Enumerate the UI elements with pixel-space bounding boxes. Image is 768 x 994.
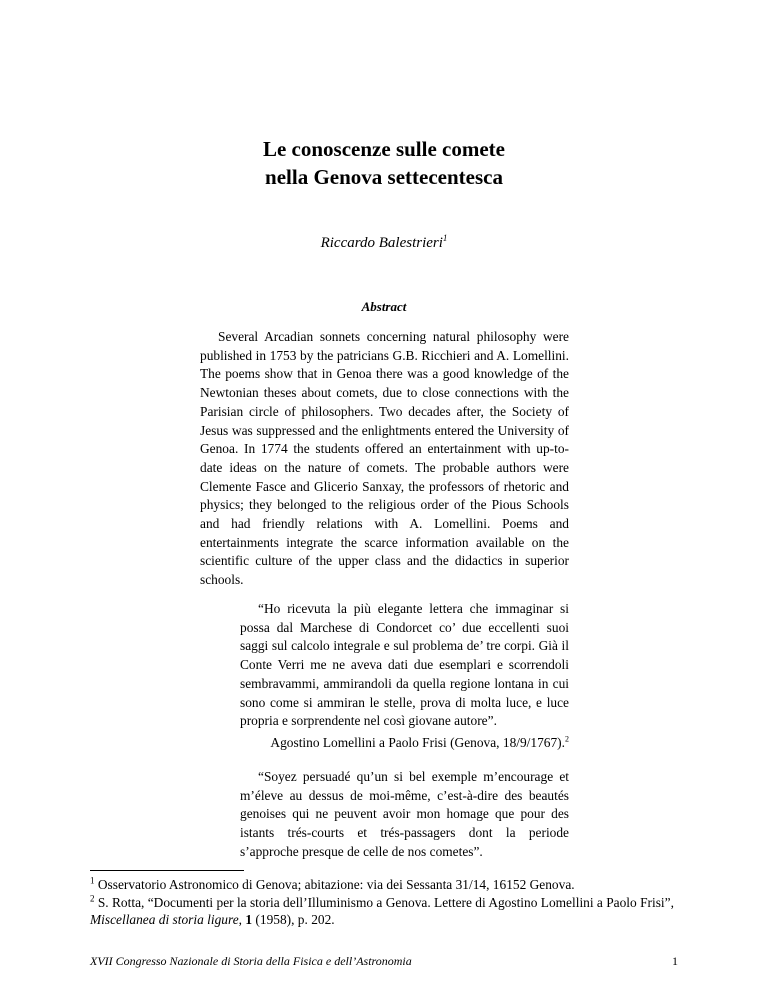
footnotes xyxy=(90,876,678,929)
paper-title-line-1: Le conoscenze sulle comete xyxy=(262,137,505,161)
page-number: 1 xyxy=(672,954,678,968)
attribution-footnote-mark: 2 xyxy=(565,734,569,744)
author-footnote-mark: 1 xyxy=(442,233,448,243)
footnote-mark: 1 xyxy=(90,875,95,886)
footnote-1 xyxy=(90,876,678,894)
paper-title-line-2: nella Genova settecentesca xyxy=(265,165,503,189)
author-line xyxy=(0,233,768,253)
paper-title xyxy=(0,135,768,191)
abstract-heading: Abstract xyxy=(361,299,407,314)
abstract-text: Several Arcadian sonnets concerning natural philosophy were published in 1753 by the patricians G.B. Ricchieri and A. Lomellini. The poems show that in Genoa there was a good knowledge of the Newtonian theses about comets, due to close connections with the Parisian circle of philosophers. Two decades after, the Society of Jesus was suppressed and the enlightments entered the University of Genoa. In 1774 the students offered an entertainment with up-to-date ideas on the nature of comets. The probable authors were Clemente Fasce and Glicerio Sanxay, the professors of rhetoric and physics; they belonged to the religious order of the Pious Schools and had friendly relations with A. Lomellini. Poems and entertainments integrate the scarce information available on the scientific culture of the upper class and the didactics in superior schools. xyxy=(200,329,569,588)
footnote-2 xyxy=(90,894,678,929)
footnote-mark: 2 xyxy=(90,893,95,904)
epigraph-quote-1: “Ho ricevuta la più elegante lettera che immaginar si possa dal Marchese di Condorcet co’ due eccellenti suoi saggi sul calcolo integrale e sul problema de’ tre corpi. Già il Conte Verri me ne aveva dati due esemplari e scorrendoli sembravammi, ammirandoli da quella regione lontana in cui sono come si ammiran le stelle, prova di molta luce, e luce propria e sorprendente nel così giovane autore”. xyxy=(240,601,569,729)
footer-conference: XVII Congresso Nazionale di Storia della Fisica e dell’Astronomia xyxy=(90,954,412,968)
page-footer xyxy=(90,953,678,969)
author-name: Riccardo Balestrieri xyxy=(320,235,443,251)
footnote-text-mid: , xyxy=(238,912,246,927)
footnote-journal: Miscellanea di storia ligure xyxy=(90,912,239,927)
footnote-text-after: (1958), p. 202. xyxy=(252,912,335,927)
attribution-text: Agostino Lomellini a Paolo Frisi (Genova, 18/9/1767). xyxy=(270,735,565,750)
epigraph-attribution-1 xyxy=(240,734,569,752)
footnote-text: Osservatorio Astronomico di Genova; abitazione: via dei Sessanta 31/14, 16152 Genova. xyxy=(97,877,575,892)
footnote-volume: 1 xyxy=(245,912,253,927)
footnote-divider xyxy=(90,870,244,871)
footnote-text-before: S. Rotta, “Documenti per la storia dell’Illuminismo a Genova. Lettere di Agostino Lomellini a Paolo Frisi”, xyxy=(97,894,674,910)
epigraph-quote-2: “Soyez persuadé qu’un si bel exemple m’encourage et m’éleve au dessus de moi-même, c’est-à-dire des beautés genoises qui ne peuvent avoir mon homage que pour des istants trés-courts et trés-passagers dont la periode s’approche presque de celle de nos cometes”. xyxy=(240,769,569,859)
